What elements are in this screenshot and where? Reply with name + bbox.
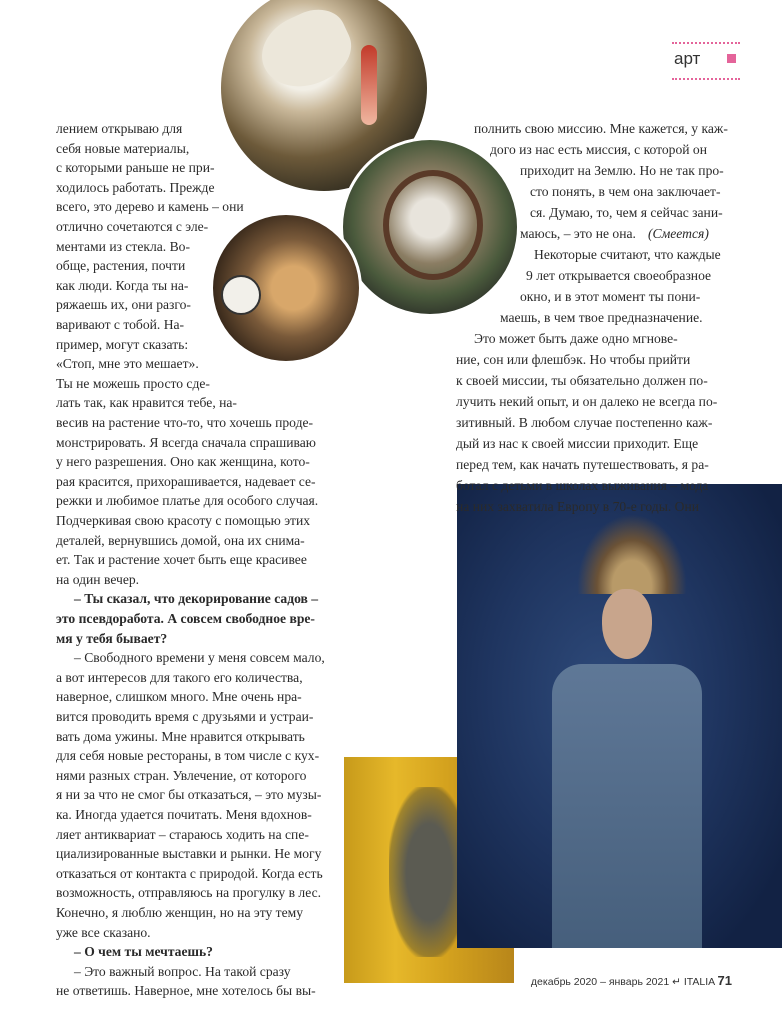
right-line: дый из нас к своей миссии приходит. Еще [456, 436, 699, 451]
right-line: дого из нас есть миссия, с которой он [490, 142, 708, 157]
left-line: отлично сочетаются с эле- [56, 219, 209, 234]
left-line: как люди. Когда ты на- [56, 277, 189, 293]
portrait-head [602, 589, 652, 659]
right-line: лучить некий опыт, и он далеко не всегда по- [456, 394, 718, 409]
right-line: 9 лет открывается своеобразное [526, 268, 712, 283]
left-line: не ответишь. Наверное, мне хотелось бы вы- [56, 983, 316, 999]
right-line: зитивный. В любом случае постепенно каж- [456, 415, 713, 430]
left-line: монстрировать. Я всегда сначала спрашиваю [56, 434, 316, 450]
left-line: – Это важный вопрос. На такой сразу [74, 963, 291, 979]
footer-magazine: ITALIA [683, 976, 715, 988]
section-dots-bottom [672, 78, 740, 80]
circle-photo-chandelier [340, 137, 520, 317]
right-line: приходит на Землю. Но не так про- [520, 163, 724, 178]
left-line: ляет антиквариат – стараюсь ходить на спе- [56, 826, 309, 842]
question-line: мя у тебя бывает? [56, 630, 168, 646]
left-line: лением открываю для [56, 121, 183, 136]
left-line: ет. Так и растение хочет быть еще красивее [56, 552, 307, 568]
right-line: маюсь, – это не она. [520, 226, 636, 241]
portrait-apron [552, 664, 702, 948]
left-line: деталей, вернувшись домой, она их снима- [56, 532, 305, 548]
footer-arrow-icon: ↵ [672, 976, 681, 988]
left-line: на один вечер. [56, 571, 140, 587]
left-line: режки и любимое платье для особого случая. [56, 493, 319, 509]
section-tag [672, 38, 740, 76]
section-dots-top [672, 42, 740, 44]
left-line: ка. Иногда удается почитать. Меня вдохнов- [56, 807, 312, 822]
question-line: это псевдоработа. А совсем свободное вре- [56, 611, 315, 626]
sculpture-figure [250, 0, 361, 101]
right-line: Некоторые считают, что каждые [534, 247, 721, 262]
right-line: ботал с детьми в школах выживания – мода [456, 478, 709, 493]
left-line: с которыми раньше не при- [56, 160, 215, 176]
left-line: весив на растение что-то, что хочешь проде- [56, 415, 314, 430]
section-square-icon [727, 54, 736, 63]
left-line: – Свободного времени у меня совсем мало, [74, 650, 325, 666]
right-line: окно, и в этот момент ты пони- [520, 289, 701, 304]
left-line: у него разрешения. Оно как женщина, кото- [56, 454, 310, 470]
left-line: ходилось работать. Прежде [56, 179, 215, 195]
hanging-ornament [361, 45, 377, 125]
left-line: уже все сказано. [56, 924, 151, 940]
left-line: Подчеркивая свою красоту с помощью этих [56, 513, 311, 528]
footer-issue: декабрь 2020 – январь 2021 [530, 976, 670, 988]
left-line: обще, растения, почти [56, 258, 186, 274]
section-label: арт [674, 49, 701, 68]
left-line: ряжаешь их, они разго- [56, 297, 191, 313]
page-footer [531, 973, 732, 988]
page-number: 71 [717, 973, 732, 988]
chandelier-ring [383, 170, 483, 280]
left-line: вится проводить время с друзьями и устраи- [56, 709, 314, 724]
left-line: рая красится, прихорашивается, надевает се- [56, 473, 316, 489]
left-line: а вот интересов для такого его количества, [56, 669, 303, 685]
photo-man-portrait [457, 484, 782, 948]
left-line: ментами из стекла. Во- [56, 238, 190, 254]
left-line: себя новые материалы, [56, 140, 190, 156]
left-line: нями разных стран. Увлечение, от которого [56, 767, 307, 783]
question-line: – Ты сказал, что декорирование садов – [74, 591, 319, 607]
left-line: наверное, слишком много. Мне очень нра- [56, 689, 302, 705]
clock-face [221, 275, 261, 315]
right-line: Это может быть даже одно мгнове- [474, 331, 678, 346]
left-line: Конечно, я люблю женщин, но на эту тему [56, 905, 304, 920]
right-line: маешь, в чем твое предназначение. [500, 310, 703, 325]
circle-photo-clock [210, 212, 362, 364]
left-line: циализированные выставки и рынки. Не могу [56, 846, 322, 862]
left-line: отказаться от контакта с природой. Когда есть [56, 865, 323, 881]
left-line: «Стоп, мне это мешает». [56, 356, 199, 372]
right-line-italic: (Смеется) [648, 226, 709, 241]
left-line: вать дома ужины. Мне нравится открывать [56, 728, 305, 744]
right-line: ние, сон или флешбэк. Но чтобы прийти [456, 352, 691, 367]
left-line: я ни за что не смог бы отказаться, – это музы- [56, 787, 322, 803]
right-line: сто понять, в чем она заключает- [530, 184, 721, 199]
right-line: полнить свою миссию. Мне кажется, у каж- [474, 121, 728, 136]
left-line: лать так, как нравится тебе, на- [56, 395, 237, 411]
left-line: всего, это дерево и камень – они [56, 199, 244, 215]
left-line: Ты не можешь просто сде- [56, 375, 210, 391]
right-line: ся. Думаю, то, чем я сейчас зани- [530, 205, 723, 220]
right-line: к своей миссии, ты обязательно должен по- [456, 373, 708, 388]
crown-headdress [577, 514, 687, 594]
right-line: перед тем, как начать путешествовать, я ра- [456, 457, 709, 472]
question-line: – О чем ты мечтаешь? [74, 944, 213, 960]
left-line: для себя новые рестораны, в том числе с кух- [56, 748, 320, 764]
left-line: возможность, отправляюсь на прогулку в лес. [56, 885, 322, 901]
left-line: варивают с тобой. На- [56, 317, 185, 332]
left-line: пример, могут сказать: [56, 336, 189, 352]
right-line: на них захватила Европу в 70-е годы. Они [456, 499, 700, 514]
